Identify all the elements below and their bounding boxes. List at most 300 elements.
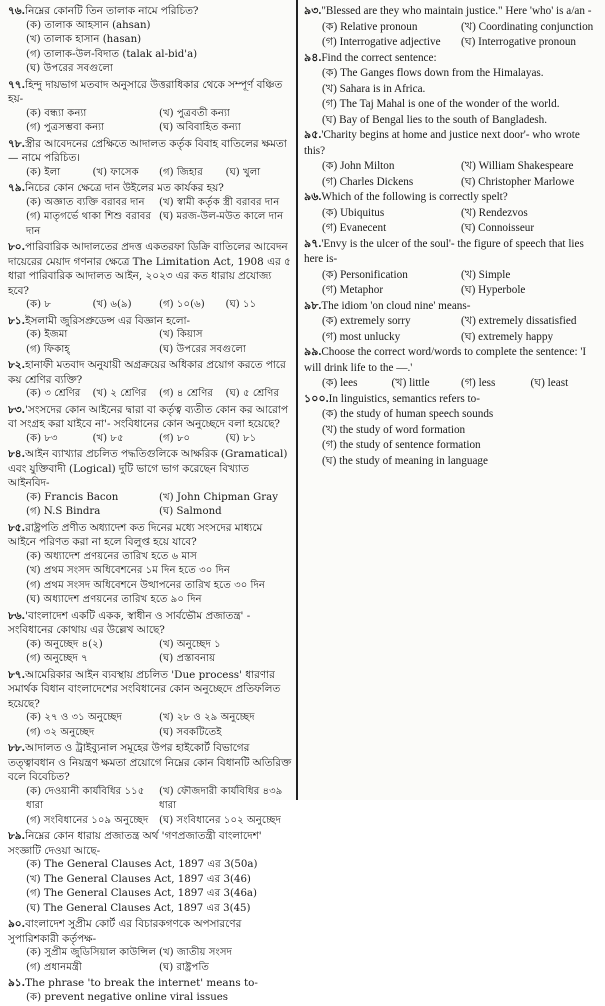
option [26, 579, 292, 594]
options [304, 407, 600, 469]
option [26, 711, 159, 726]
option-label: (গ) [322, 330, 337, 343]
option-label: (গ) [159, 432, 174, 444]
option [159, 961, 292, 976]
option-text: দেওয়ানী কার্যবিধির ১১৫ ধারা [26, 785, 145, 811]
option-text: তালাক হাসান (hasan) [43, 34, 142, 45]
options [8, 785, 292, 829]
options [8, 711, 292, 740]
option-label: (ঘ) [159, 343, 174, 355]
question-number: ৮৯. [8, 830, 26, 842]
options [8, 196, 292, 240]
option-label: (ক) [26, 166, 42, 178]
option [322, 283, 461, 299]
question [304, 190, 600, 237]
option-text: Relative pronoun [340, 20, 418, 33]
option-text: স্বামী কর্তৃক স্ত্রী বরাবর দান [176, 196, 280, 208]
option-label: (ক) [26, 712, 42, 723]
option-text: কিয়াস [176, 329, 203, 340]
option-text: Hyperbole [478, 284, 526, 296]
option-text: Interrogative adjective [339, 36, 441, 48]
question-text [8, 4, 292, 19]
option [93, 387, 160, 402]
option [159, 652, 292, 667]
question-number: ৮৬. [8, 609, 26, 622]
option-text: পুত্রসম্ভবা কন্যা [43, 122, 105, 133]
option-label: (ক) [322, 206, 338, 219]
question-stem: স্ত্রীর আবেদনের প্রেক্ষিতে আদালত কর্তৃক বিবাহ বাতিলের ক্ষমতা — নামে পরিচিত। [8, 137, 287, 164]
option-label: (খ) [461, 268, 476, 281]
option-label: (গ) [322, 36, 337, 48]
question-text [8, 668, 292, 712]
option [26, 387, 93, 402]
question-number: ৯৯. [304, 346, 322, 358]
option [159, 387, 226, 402]
question-text [8, 447, 292, 491]
option-label: (ঘ) [461, 222, 476, 234]
option [159, 946, 292, 961]
option-label: (ঘ) [461, 36, 476, 48]
question [8, 609, 292, 667]
option [159, 726, 292, 741]
option-label: (গ) [26, 579, 41, 591]
option-label: (ঘ) [461, 330, 476, 343]
question-stem: In linguistics, semantics refers to- [328, 392, 480, 405]
option-label: (ক) [26, 550, 42, 562]
option [26, 858, 292, 873]
option-text: lees [340, 377, 358, 389]
option [159, 298, 226, 313]
option [26, 564, 292, 579]
option-text: William Shakespeare [478, 160, 574, 172]
option-text: prevent negative online viral issues [44, 991, 229, 1003]
option-text: ফৌজদারী কার্যবিধির ৪৩৯ ধারা [159, 785, 283, 811]
option [26, 946, 159, 961]
option-label: (গ) [26, 961, 41, 973]
option-label: (খ) [322, 82, 337, 95]
option-text: Rendezvos [478, 206, 528, 219]
option-label: (গ) [26, 122, 41, 133]
option-text: উপরের সবগুলো [43, 63, 113, 74]
option [159, 107, 292, 122]
option [93, 432, 160, 447]
option-text: পুত্রবতী কন্যা [176, 107, 230, 119]
question-number: ৮২. [8, 359, 26, 371]
option-text: ৮০ [176, 432, 191, 444]
option-label: (ঘ) [159, 653, 174, 664]
question-number: ৮৪. [8, 448, 26, 460]
option-text: ৪ শ্রেণির [176, 388, 213, 399]
question-stem: নিম্নের কোনটি তিন তালাক নামে পরিচিত? [25, 5, 199, 17]
option [461, 283, 600, 299]
option [322, 454, 600, 470]
question-number: ৮১. [8, 314, 26, 327]
option-text: ৩ শ্রেণির [44, 388, 81, 399]
question-number: ৯৭. [304, 237, 322, 250]
question-text [8, 358, 292, 387]
option-label: (খ) [461, 160, 476, 172]
question-number: ৯১. [8, 977, 26, 989]
option-text: Connoisseur [478, 222, 535, 234]
option-text: The General Clauses Act, 1897 এর 3(46) [43, 873, 251, 885]
option [26, 726, 159, 741]
option-label: (গ) [26, 48, 41, 60]
option [159, 785, 292, 814]
question-text [304, 128, 600, 159]
option-text: the study of meaning in language [339, 454, 488, 467]
option-label: (খ) [159, 712, 174, 723]
option-label: (খ) [159, 638, 174, 650]
option-label: (খ) [159, 196, 174, 208]
option [26, 19, 292, 34]
option-label: (ঘ) [322, 454, 337, 467]
option [322, 35, 461, 51]
option-label: (খ) [92, 299, 108, 310]
option-text: অজ্ঞাত ব্যক্তি বরাবর দান [44, 196, 145, 208]
question-text [8, 403, 292, 432]
option-text: Simple [478, 268, 511, 281]
option [26, 887, 292, 902]
option-label: (ক) [26, 107, 42, 119]
question [8, 976, 292, 1005]
option [461, 175, 600, 191]
question [8, 314, 292, 358]
option-label: (খ) [461, 206, 476, 219]
question-text [304, 345, 600, 376]
option-text: Coordinating conjunction [478, 20, 594, 33]
option [26, 593, 292, 608]
option-label: (ক) [26, 299, 42, 310]
option-label: (গ) [159, 299, 174, 310]
question [8, 137, 292, 181]
option [159, 210, 292, 239]
option-label: (গ) [322, 222, 337, 234]
option-text: প্রস্তাবনায় [176, 653, 216, 664]
option-text: Salmond [176, 506, 222, 517]
question-number: ৯০. [8, 918, 26, 930]
option-text: little [409, 377, 430, 389]
option-text: জিহার [176, 166, 203, 178]
question-text [8, 240, 292, 298]
option [26, 638, 159, 653]
question-number: ৮৫. [8, 521, 26, 534]
option-label: (খ) [159, 947, 174, 958]
option-label: (ঘ) [26, 63, 41, 74]
option [461, 20, 600, 36]
option-label: (খ) [26, 873, 41, 885]
option [26, 961, 159, 976]
option-text: extremely happy [478, 330, 554, 343]
option [26, 652, 159, 667]
question-text [8, 78, 292, 107]
options [8, 946, 292, 975]
question-stem: আমেরিকার আইন ব্যবস্থায় প্রচলিত 'Due process' ধারণার সমার্থক বিধান বাংলাদেশের সংবিধানের কোন অনুচ্ছেদে প্রতিফলিত হয়েছে? [8, 668, 281, 710]
question-text [304, 4, 600, 20]
option-text: John Milton [340, 160, 395, 172]
option [159, 814, 292, 829]
option [26, 432, 93, 447]
question-stem: পারিবারিক আদালতের প্রদত্ত একতরফা ডিক্রি বাতিলের আবেদন দায়েরের মেয়াদ গণনার ক্ষেত্রে The Limitation Act, 1908 এর ৫ ধারা পারিবারিক আদালত আইন, ২০২৩ এর কত ধারায় প্রযোজ্য হবে? [8, 241, 291, 297]
option [392, 376, 462, 392]
question [8, 358, 292, 402]
option-label: (গ) [322, 175, 337, 188]
options [304, 268, 600, 299]
question-stem: রাষ্ট্রপতি প্রণীত অধ্যাদেশ কত দিনের মধ্যে সংসদের মাধ্যমে আইনে পরিণত করা না হলে বিলুপ্ত হয়ে যাবে? [8, 521, 263, 548]
question-stem: 'Envy is the ulcer of the soul'- the figure of speech that lies here is- [304, 237, 584, 265]
option [322, 438, 600, 454]
question-number: ৯৫. [304, 129, 322, 141]
option-label: (খ) [322, 423, 337, 436]
option-text: extremely sorry [340, 315, 411, 327]
option-label: (খ) [159, 107, 174, 119]
option-label: (ক) [26, 859, 42, 870]
options [8, 107, 292, 136]
question [8, 447, 292, 520]
question-number: ১০০. [304, 392, 329, 405]
question-number: ৮৭. [8, 668, 26, 681]
options [8, 19, 292, 77]
option-text: ১০(৬) [176, 299, 205, 310]
option [26, 785, 159, 814]
option-text: ৫ শ্রেণির [243, 388, 280, 399]
option [322, 159, 461, 175]
option-label: (ঘ) [159, 726, 174, 738]
question-stem: 'Charity begins at home and justice next door'- who wrote this? [304, 129, 580, 157]
option-text: Metaphor [339, 284, 384, 296]
option-label: (খ) [461, 20, 476, 33]
option-text: Christopher Marlowe [478, 175, 575, 188]
option [26, 505, 159, 520]
option-text: most unlucky [339, 330, 401, 343]
option-label: (ক) [322, 268, 338, 281]
option-text: অনুচ্ছেদ ১ [176, 638, 221, 650]
question-number: ৭৮. [8, 137, 26, 150]
option-label: (ঘ) [461, 284, 476, 296]
question-stem: বাংলাদেশ সুপ্রীম কোর্ট এর বিচারকগণকে অপসারণের সুপারিশকারী কর্তৃপক্ষ- [8, 918, 242, 945]
option-label: (ক) [322, 408, 338, 420]
option [159, 432, 226, 447]
option [26, 328, 159, 343]
option [26, 166, 93, 181]
question [304, 345, 600, 392]
question-text [304, 392, 600, 408]
option-label: (গ) [159, 166, 174, 178]
option-label: (গ) [26, 726, 41, 738]
option [461, 376, 531, 392]
question-stem: নিচের কোন ক্ষেত্রে দান উইলের মত কার্যকর হয়? [25, 182, 224, 194]
options [8, 328, 292, 357]
option-label: (ঘ) [225, 299, 240, 310]
option [322, 407, 600, 423]
option-label: (গ) [26, 211, 41, 222]
option-text: প্রথম সংসদ অধিবেশনে উত্থাপনের তারিখ হতে ৩০ দিন [43, 579, 265, 591]
option-text: বন্ধ্যা কন্যা [44, 107, 87, 119]
column-divider [296, 0, 298, 800]
question-number: ৭৬. [8, 5, 26, 17]
options [8, 858, 292, 916]
question-number: ৯৮. [304, 299, 322, 312]
option [26, 814, 159, 829]
option-label: (ক) [26, 491, 42, 503]
question-stem: The phrase 'to break the internet' means to- [25, 977, 258, 989]
option-text: অবিবাহিত কন্যা [176, 122, 241, 133]
option-text: N.S Bindra [43, 506, 101, 517]
option [159, 638, 292, 653]
option-text: Francis Bacon [44, 491, 119, 503]
question-stem: আইন ব্যাখ্যার প্রচলিত পদ্ধতিগুলিকে আক্ষরিক (Gramatical) এবং যুক্তিবাদী (Logical) দুটি ভাগে ভাগ করেছেন বিখ্যাত আইনবিদ- [8, 448, 288, 489]
option-label: (গ) [322, 439, 337, 451]
option [26, 491, 159, 506]
option-text: the study of sentence formation [339, 439, 481, 451]
options [304, 314, 600, 345]
left-column [8, 4, 292, 1006]
option [93, 298, 160, 313]
option-label: (ক) [26, 19, 42, 31]
option-text: ৩২ অনুচ্ছেদ [43, 726, 95, 738]
option [531, 376, 601, 392]
option [322, 314, 461, 330]
option-text: ৮৫ [110, 432, 124, 444]
question-stem: হিন্দু দায়ভাগ মতবাদ অনুসারে উত্তরাধিকার থেকে সম্পূর্ণ বঞ্চিত হয়- [8, 78, 283, 105]
option [159, 328, 292, 343]
option [26, 121, 159, 136]
question [304, 4, 600, 51]
option-text: মরজ-উল-মউত কালে দান [176, 211, 284, 222]
question [8, 78, 292, 136]
option-label: (খ) [26, 565, 41, 576]
options [304, 376, 600, 392]
option-label: (ক) [322, 315, 338, 327]
option [226, 432, 293, 447]
option-label: (গ) [322, 284, 337, 296]
option-text: less [478, 377, 496, 389]
option [322, 423, 600, 439]
option [26, 33, 292, 48]
option-label: (খ) [92, 388, 108, 399]
option-text: সংবিধানের ১০৯ অনুচ্ছেদ [43, 814, 149, 826]
option-label: (খ) [92, 432, 108, 444]
question-text [304, 51, 600, 67]
question-number: ৭৯. [8, 182, 26, 194]
option [26, 550, 292, 565]
option-text: রাষ্ট্রপতি [176, 961, 210, 973]
option-text: সবকটিতেই [176, 726, 222, 738]
option [322, 113, 600, 129]
option-text: তালাক আহসান (ahsan) [44, 19, 151, 31]
option [159, 491, 292, 506]
option-text: ইলা [44, 166, 61, 178]
option-label: (খ) [159, 785, 174, 797]
question [304, 299, 600, 346]
option [26, 107, 159, 122]
option [461, 268, 600, 284]
question-stem: 'বাংলাদেশ একটি একক, স্বাধীন ও সার্বভৌম প্রজাতন্ত্র' - সংবিধানের কোথায় এর উল্লেখ আছে? [8, 609, 251, 636]
option-label: (খ) [26, 34, 41, 45]
option-label: (ঘ) [159, 122, 174, 133]
option [322, 206, 461, 222]
question-stem: Which of the following is correctly spelt? [321, 191, 508, 203]
option-text: The General Clauses Act, 1897 এর 3(46a) [43, 888, 257, 899]
question-stem: Choose the correct word/words to complete the sentence: 'I will drink life to the —.' [304, 346, 587, 374]
option-label: (ঘ) [322, 113, 337, 126]
option-label: (ক) [26, 196, 42, 208]
option-text: ২ শ্রেণির [110, 388, 147, 399]
option-text: ১১ [243, 299, 257, 310]
option-text: ২৭ ও ৩১ অনুচ্ছেদ [44, 712, 123, 723]
option [26, 873, 292, 888]
option-text: সুপ্রীম জুডিসিয়াল কাউন্সিল [44, 947, 156, 958]
option-label: (খ) [391, 377, 407, 389]
question [304, 128, 600, 190]
option-text: Personification [340, 268, 408, 281]
question-text [8, 314, 292, 329]
option-text: Evanecent [339, 222, 387, 234]
options [8, 991, 292, 1006]
question-number: ৯৩. [304, 5, 322, 17]
question [8, 403, 292, 447]
question-stem: The idiom 'on cloud nine' means- [321, 299, 471, 312]
question [8, 668, 292, 741]
option [159, 343, 292, 358]
option [226, 387, 293, 402]
question [304, 237, 600, 299]
option-text: John Chipman Gray [176, 491, 278, 503]
option-label: (ক) [322, 20, 338, 33]
option [159, 166, 226, 181]
question-stem: "Blessed are they who maintain justice." Here 'who' is a/an - [321, 5, 592, 17]
options [8, 166, 292, 181]
option [322, 330, 461, 346]
option [322, 376, 392, 392]
option [461, 206, 600, 222]
question-text [8, 917, 292, 946]
option-text: the study of word formation [339, 423, 466, 436]
option-text: খুলা [243, 166, 261, 178]
option-label: (ক) [26, 638, 42, 650]
question-text [304, 237, 600, 268]
option-label: (গ) [26, 814, 41, 826]
option-label: (ক) [26, 991, 42, 1003]
option-label: (খ) [159, 491, 174, 503]
question-stem: আদালত ও ট্রাইব্যুনাল সমূহের উপর হাইকোর্ট বিভাগের তত্ত্বাবধান ও নিয়ন্ত্রণ ক্ষমতা প্রয়োগে নিম্নের কোন বিধানটি অতিরিক্ত বলে বিবেচিত? [8, 742, 292, 783]
question [8, 181, 292, 239]
option [26, 991, 292, 1006]
option-text: অধ্যাদেশ প্রণয়নের তারিখ হতে ৬ মাস [44, 550, 197, 562]
right-column [304, 4, 600, 469]
option-label: (গ) [26, 343, 41, 355]
question-text [8, 521, 292, 550]
option-text: The General Clauses Act, 1897 এর 3(50a) [44, 859, 258, 870]
option-label: (গ) [26, 653, 41, 664]
option-text: least [547, 377, 569, 389]
option [26, 196, 159, 211]
question-text [8, 976, 292, 991]
option-text: ৮ [44, 299, 51, 310]
option [226, 166, 293, 181]
options [8, 550, 292, 608]
option-label: (গ) [159, 388, 174, 399]
option-text: তালাক-উল-বিদাত (talak al-bid'a) [43, 48, 198, 60]
option-text: extremely dissatisfied [478, 315, 577, 327]
question-text [8, 181, 292, 196]
question [304, 51, 600, 129]
option-text: Sahara is in Africa. [339, 82, 426, 95]
option [322, 66, 600, 82]
option [322, 175, 461, 191]
option-text: প্রথম সংসদ অধিবেশনের ১ম দিন হতে ৩০ দিন [43, 565, 230, 576]
option [26, 210, 159, 239]
option [159, 196, 292, 211]
